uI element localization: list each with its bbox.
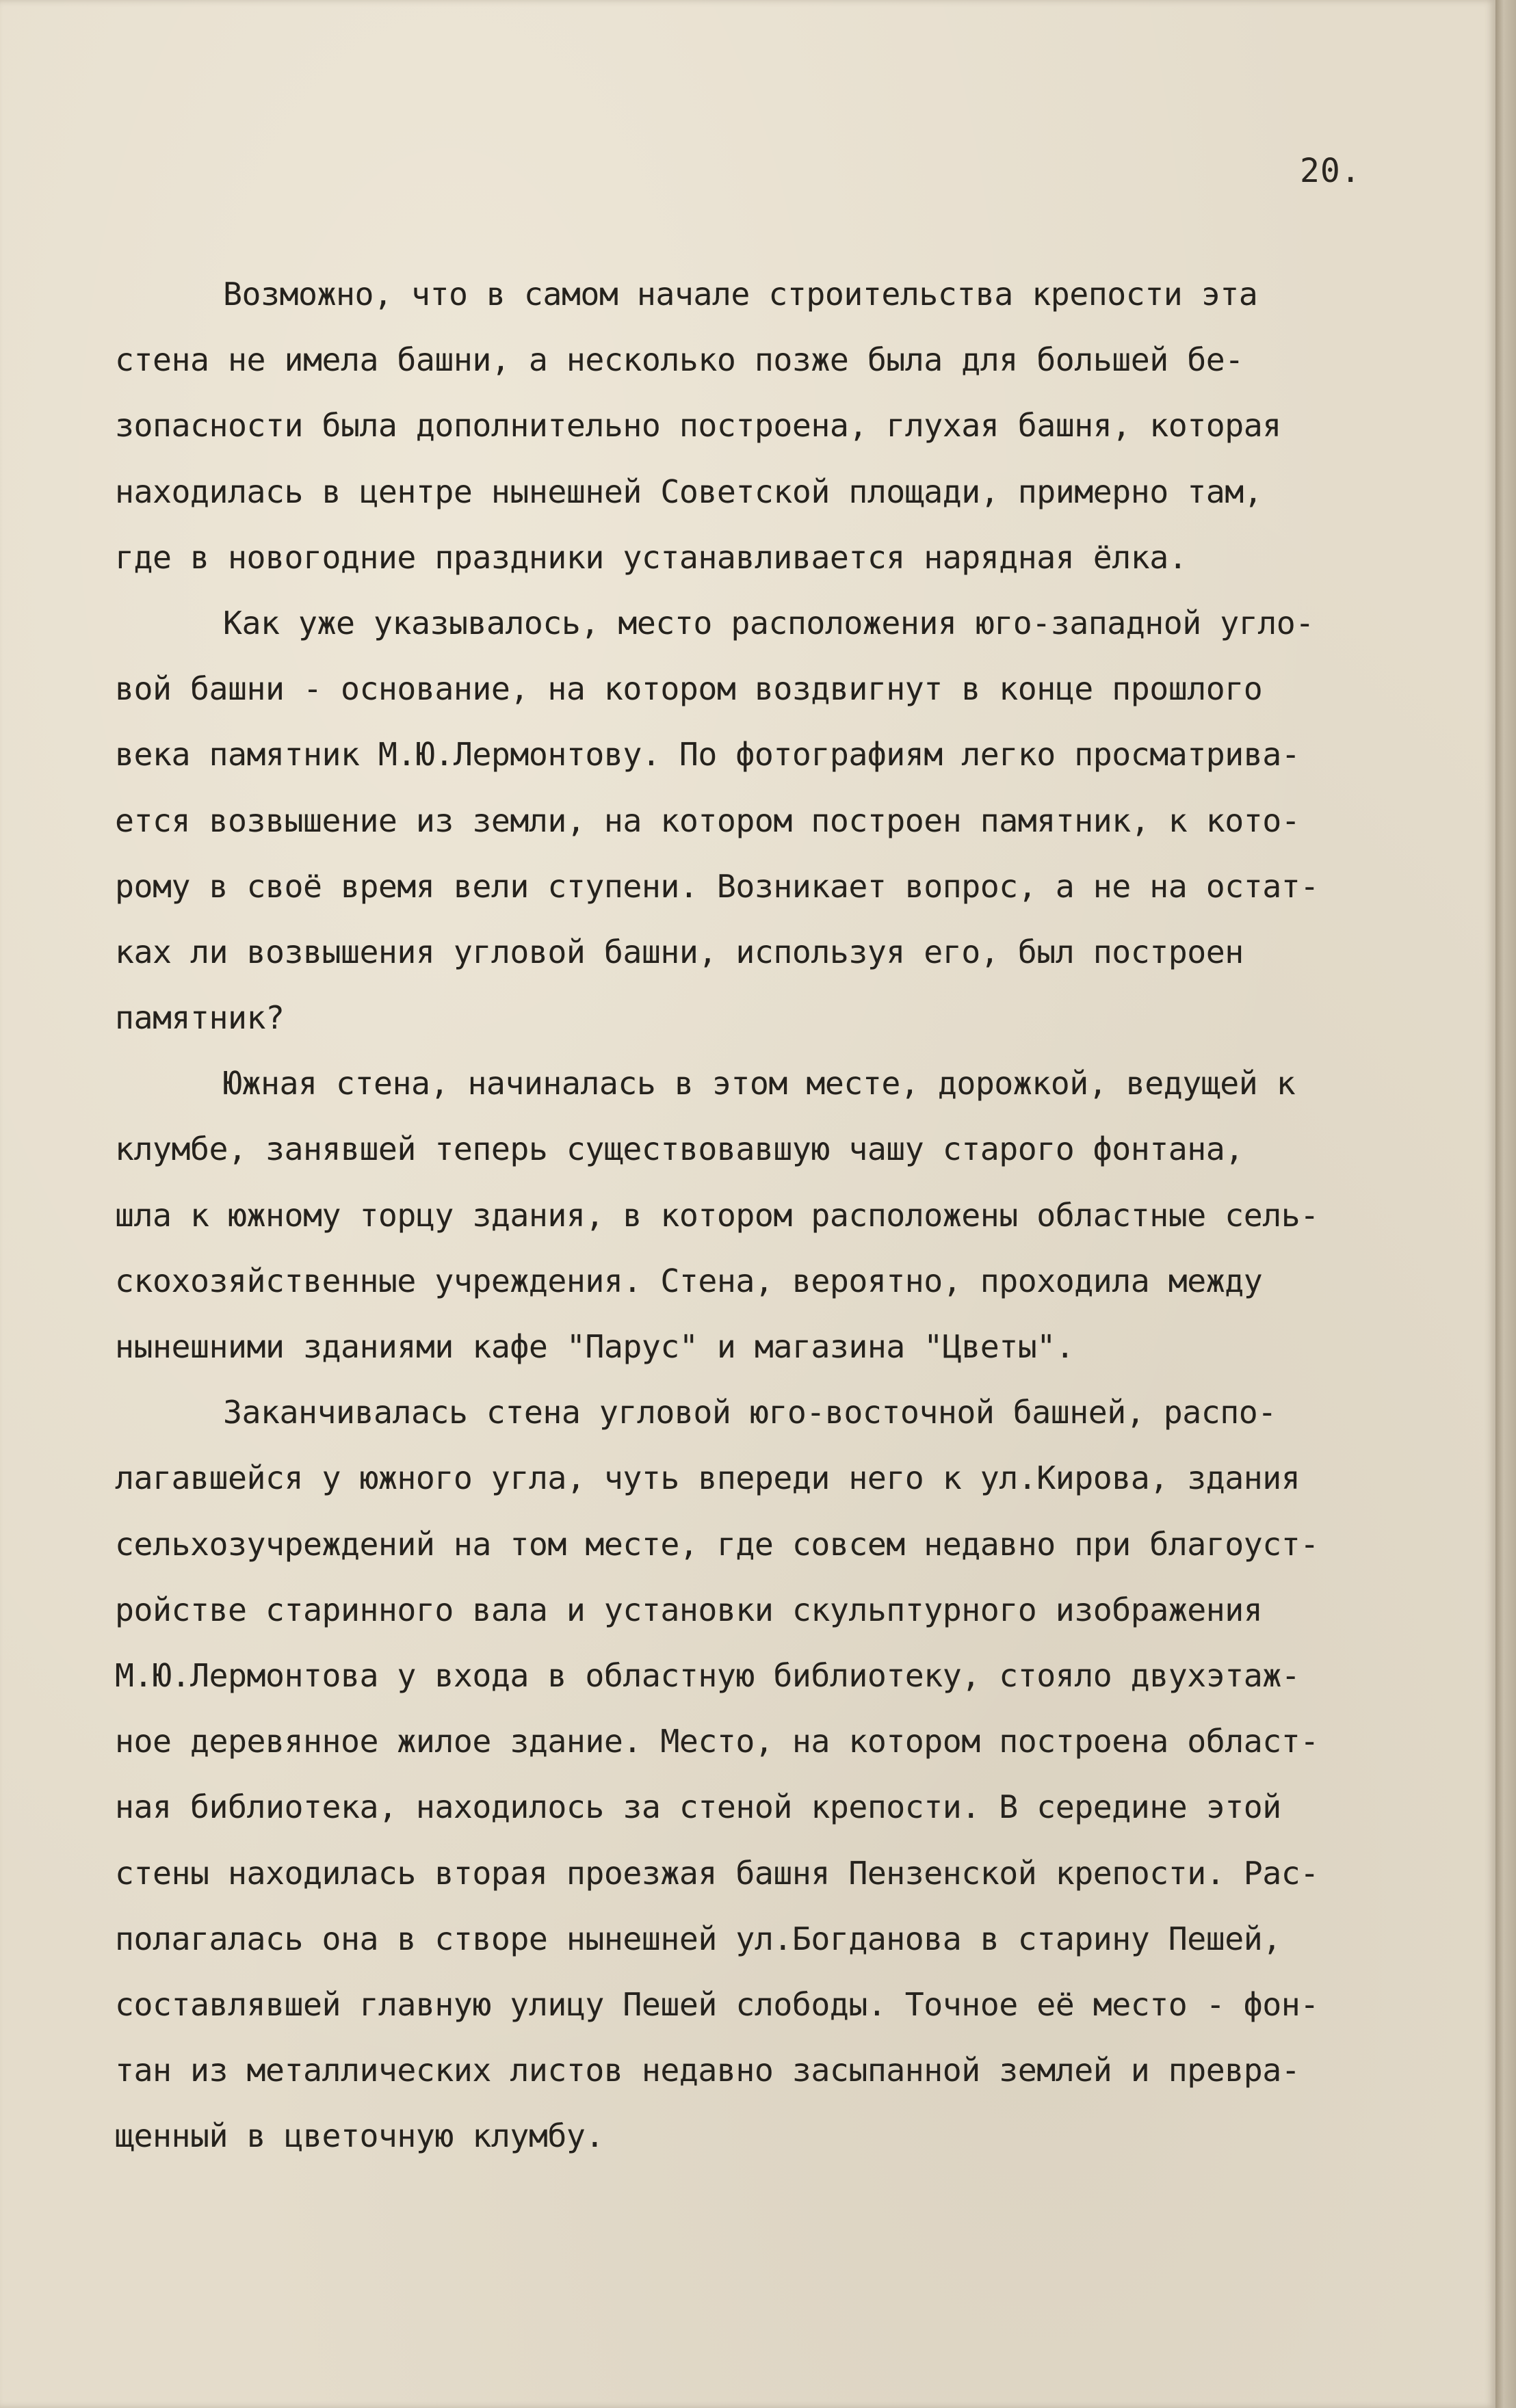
text-line: М.Ю.Лермонтова у входа в областную библиотеку, стояло двухэтаж- (115, 1656, 1301, 1694)
text-line: полагалась она в створе нынешней ул.Богданова в старину Пешей, (115, 1920, 1281, 1957)
text-line: тан из металлических листов недавно засыпанной землей и превра- (115, 2052, 1301, 2089)
text-line: Южная стена, начиналась в этом месте, дорожкой, ведущей к (223, 1065, 1296, 1102)
text-line: лагавшейся у южного угла, чуть впереди него к ул.Кирова, здания (115, 1459, 1301, 1497)
body-text (115, 261, 1469, 2169)
text-line: ется возвышение из земли, на котором построен памятник, к кото- (115, 802, 1301, 839)
text-line: ная библиотека, находилось за стеной крепости. В середине этой (115, 1788, 1281, 1826)
text-line: щенный в цветочную клумбу. (115, 2117, 604, 2155)
page-edge-shadow (1495, 0, 1516, 2408)
text-line: где в новогодние праздники устанавливается нарядная ёлка. (115, 538, 1188, 576)
text-line: ройстве старинного вала и установки скульптурного изображения (115, 1591, 1263, 1628)
text-line: ное деревянное жилое здание. Место, на котором построена област- (115, 1723, 1319, 1760)
text-line: нынешними зданиями кафе "Парус" и магазина "Цветы". (115, 1328, 1075, 1365)
text-line: клумбе, занявшей теперь существовавшую чашу старого фонтана, (115, 1130, 1244, 1168)
text-line: зопасности была дополнительно построена, глухая башня, которая (115, 407, 1281, 445)
text-line: составлявшей главную улицу Пешей слободы. Точное её место - фон- (115, 1985, 1319, 2023)
text-line: века памятник М.Ю.Лермонтову. По фотографиям легко просматрива- (115, 736, 1301, 773)
text-line: Возможно, что в самом начале строительства крепости эта (223, 276, 1258, 313)
text-line: шла к южному торцу здания, в котором расположены областные сель- (115, 1196, 1319, 1234)
text-line: ках ли возвышения угловой башни, используя его, был построен (115, 933, 1244, 970)
text-line: стена не имела башни, а несколько позже была для большей бе- (115, 341, 1244, 379)
text-line: вой башни - основание, на котором воздвигнут в конце прошлого (115, 670, 1263, 708)
text-line: рому в своё время вели ступени. Возникает вопрос, а не на остат- (115, 867, 1319, 905)
text-line: сельхозучреждений на том месте, где совсем недавно при благоуст- (115, 1525, 1319, 1563)
text-line: скохозяйственные учреждения. Стена, вероятно, проходила между (115, 1262, 1263, 1299)
text-line: находилась в центре нынешней Советской площади, примерно там, (115, 473, 1263, 510)
text-line: Как уже указывалось, место расположения юго-западной угло- (223, 604, 1314, 641)
page-number: 20. (1300, 152, 1361, 190)
text-line: памятник? (115, 999, 285, 1037)
text-line: стены находилась вторая проезжая башня Пензенской крепости. Рас- (115, 1854, 1319, 1892)
text-line: Заканчивалась стена угловой юго-восточной башней, распо- (223, 1394, 1277, 1431)
